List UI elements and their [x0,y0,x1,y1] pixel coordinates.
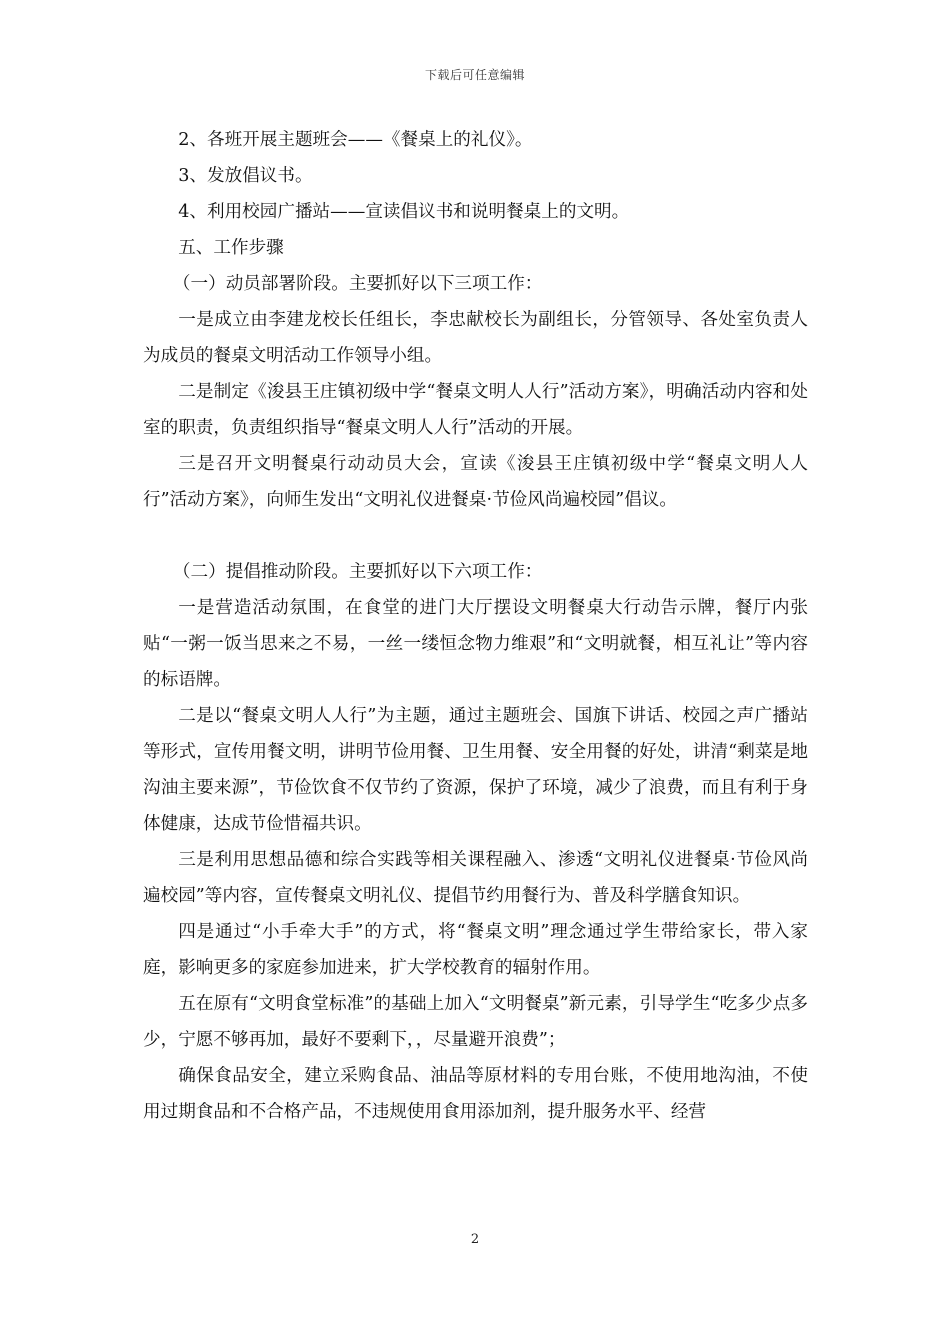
subsection-heading-promotion: （二）提倡推动阶段。主要抓好以下六项工作： [172,562,543,582]
paragraph-food-safety: 确保食品安全，建立采购食品、油品等原材料的专用台账，不使用地沟油，不使用过期食品和不合格产品，不违规使用食用添加剂，提升服务水平、经营 [143,1066,808,1122]
paragraph-curriculum: 三是利用思想品德和综合实践等相关课程融入、渗透“文明礼仪进餐桌·节俭风尚遍校园”等内容，宣传餐桌文明礼仪、提倡节约用餐行为、普及科学膳食知识。 [143,850,808,906]
document-body [143,122,808,1130]
paragraph-publicity: 二是以“餐桌文明人人行”为主题，通过主题班会、国旗下讲话、校园之声广播站等形式，宣传用餐文明，讲明节俭用餐、卫生用餐、安全用餐的好处，讲清“剩菜是地沟油主要来源”，节俭饮食不仅节约了资源，保护了环境，减少了浪费，而且有利于身体健康，达成节俭惜福共识。 [143,706,808,834]
paragraph-broadcast: 4、利用校园广播站——宣读倡议书和说明餐桌上的文明。 [178,202,630,222]
subsection-heading-mobilization: （一）动员部署阶段。主要抓好以下三项工作： [172,274,543,294]
paragraph-atmosphere: 一是营造活动氛围，在食堂的进门大厅摆设文明餐桌大行动告示牌，餐厅内张贴“一粥一饭当思来之不易，一丝一缕恒念物力维艰”和“文明就餐，相互礼让”等内容的标语牌。 [143,598,808,690]
paragraph-spacer [143,518,808,554]
paragraph-proposal: 3、发放倡议书。 [178,166,313,186]
paragraph-mobilization-meeting: 三是召开文明餐桌行动动员大会，宣读《浚县王庄镇初级中学“餐桌文明人人行”活动方案》，向师生发出“文明礼仪进餐桌·节俭风尚遍校园”倡议。 [143,454,808,510]
page-number: 2 [470,1232,480,1247]
page-header: 下载后可任意编辑 [424,68,525,82]
paragraph-activity-plan: 二是制定《浚县王庄镇初级中学“餐桌文明人人行”活动方案》，明确活动内容和处室的职责，负责组织指导“餐桌文明人人行”活动的开展。 [143,382,808,438]
paragraph-family: 四是通过“小手牵大手”的方式，将“餐桌文明”理念通过学生带给家长，带入家庭，影响更多的家庭参加进来，扩大学校教育的辐射作用。 [143,922,808,978]
paragraph-leadership-group: 一是成立由李建龙校长任组长，李忠献校长为副组长，分管领导、各处室负责人为成员的餐桌文明活动工作领导小组。 [143,310,808,366]
paragraph-class-meeting: 2、各班开展主题班会——《餐桌上的礼仪》。 [178,130,533,150]
section-heading-work-steps: 五、工作步骤 [178,238,284,258]
paragraph-canteen-standard: 五在原有“文明食堂标准”的基础上加入“文明餐桌”新元素，引导学生“吃多少点多少，宁愿不够再加，最好不要剩下，，尽量避开浪费”； [143,994,808,1050]
